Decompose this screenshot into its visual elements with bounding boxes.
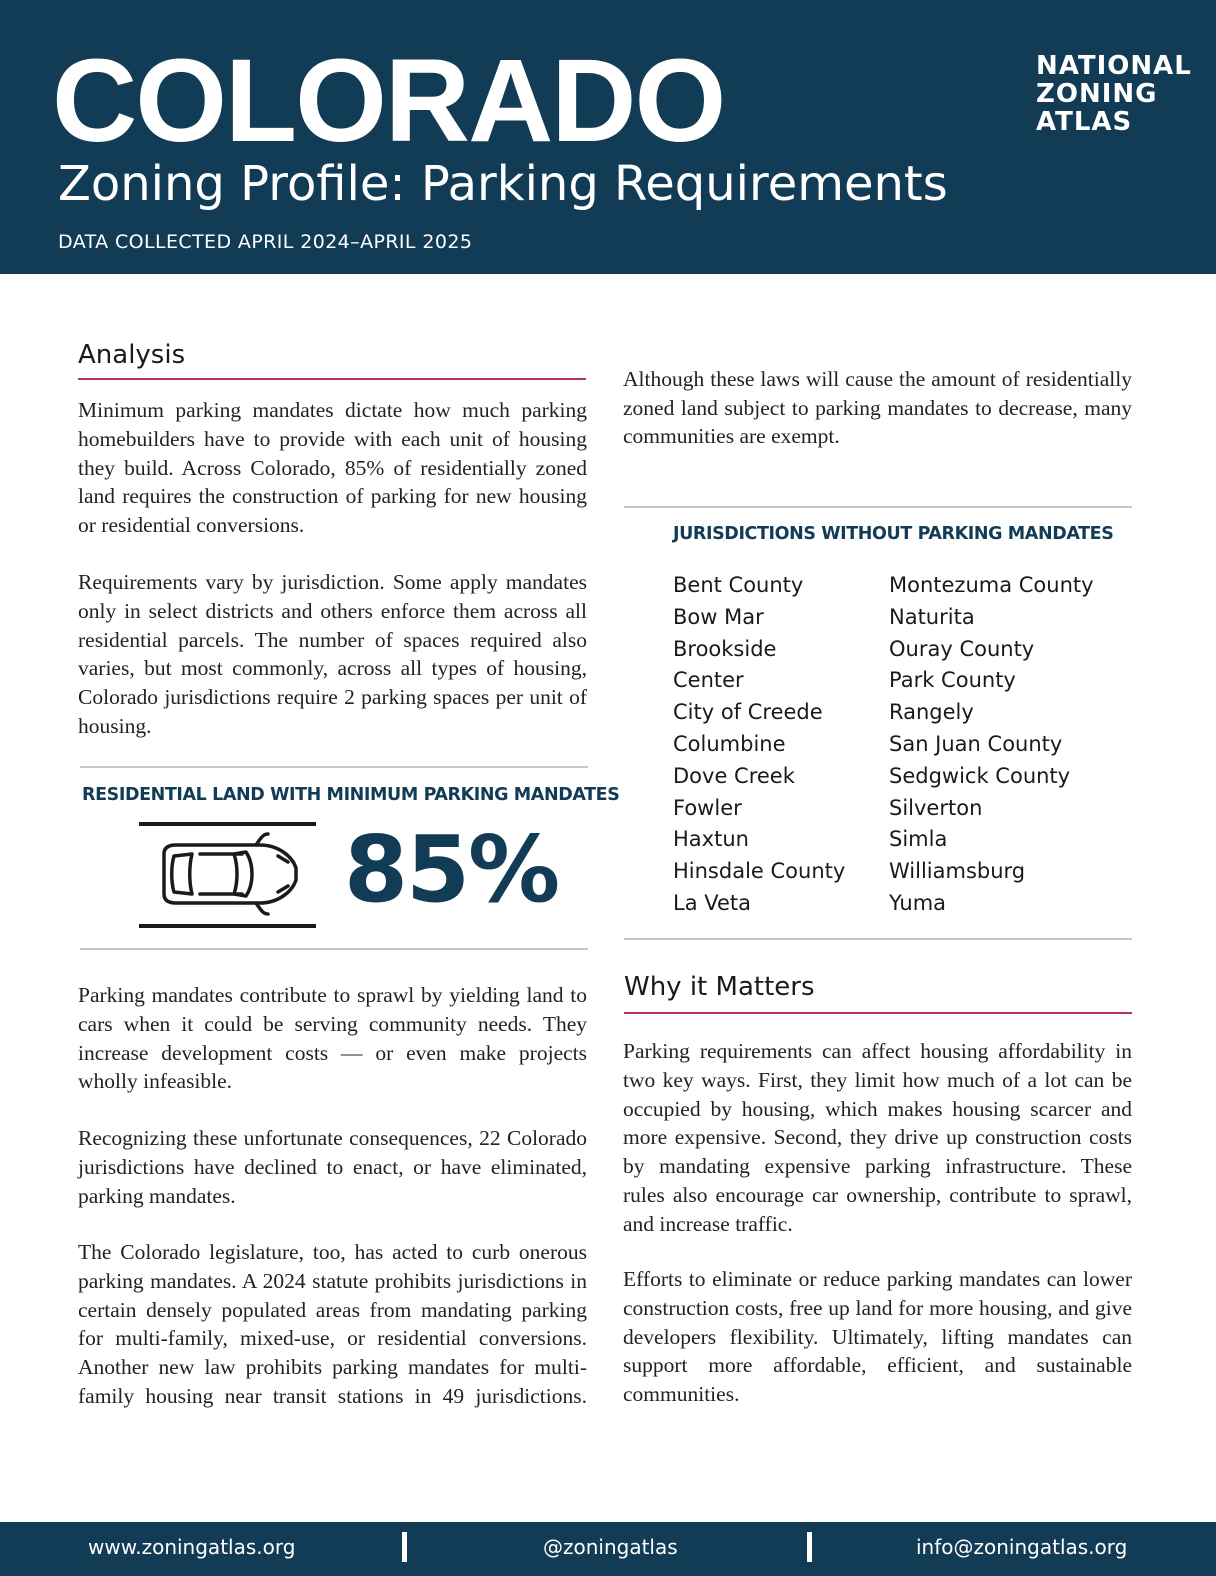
list-item: Columbine — [673, 731, 786, 756]
footer-social-handle[interactable]: @zoningatlas — [543, 1535, 678, 1559]
analysis-heading-rule — [78, 378, 586, 380]
date-range: DATA COLLECTED APRIL 2024–APRIL 2025 — [58, 231, 473, 253]
footer-website-link[interactable]: www.zoningatlas.org — [88, 1535, 296, 1559]
body-paragraph-sprawl: Parking mandates contribute to sprawl by yielding land to cars when it could be serving community needs. They increase development costs — or even make projects wholly infeasible. — [78, 983, 587, 1094]
logo-line: ZONING — [1036, 79, 1158, 109]
why-heading-rule — [624, 1012, 1132, 1014]
list-item: Naturita — [889, 604, 975, 629]
legislature-paragraph-flow — [78, 1238, 587, 1412]
car-icon — [150, 832, 302, 916]
list-item: Dove Creek — [673, 763, 795, 788]
analysis-paragraph-2: Requirements vary by jurisdiction. Some apply mandates only in select districts and others enforce them across all residential parcels. The number of spaces required also varies, but most commonly, across all types of housing, Colorado jurisdictions require 2 parking spaces per unit of housing. — [78, 570, 587, 738]
jurisdictions-column-2 — [889, 570, 1094, 920]
body-paragraph-jurisdictions: Recognizing these unfortunate consequences, 22 Colorado jurisdictions have declined to enact, or have eliminated, parking mandates. — [78, 1126, 587, 1208]
list-item: Bow Mar — [673, 604, 764, 629]
stat-top-rule — [80, 766, 588, 768]
legislature-paragraph-continued — [623, 365, 1132, 481]
body-paragraph-legislature-continued: Although these laws will cause the amount of residentially zoned land subject to parking mandates to decrease, many communities are exempt. — [623, 366, 1132, 449]
list-item: City of Creede — [673, 700, 823, 725]
list-item: Williamsburg — [889, 859, 1026, 884]
list-item: Silverton — [889, 795, 983, 820]
list-item: Center — [673, 668, 744, 693]
analysis-paragraph-1: Minimum parking mandates dictate how much parking homebuilders have to provide with each unit of housing they build. Across Colorado, 85% of residentially zoned land requires the construction of parking for new housing or residential conversions. — [78, 398, 587, 538]
footer-email-link[interactable]: info@zoningatlas.org — [916, 1535, 1128, 1559]
list-item: Ouray County — [889, 636, 1035, 661]
stat-bottom-rule — [80, 948, 588, 950]
list-item: Hinsdale County — [673, 859, 846, 884]
logo-line: NATIONAL — [1036, 51, 1192, 81]
list-item: Simla — [889, 827, 948, 852]
footer-bar — [0, 1522, 1216, 1576]
list-item: Sedgwick County — [889, 763, 1071, 788]
list-item: Bent County — [673, 573, 804, 597]
why-paragraph-2: Efforts to eliminate or reduce parking mandates can lower construction costs, free up land for more housing, and give developers flexibility. Ultimately, lifting mandates can support more affordable, efficient, and sustainable communities. — [623, 1267, 1132, 1407]
jurisdictions-heading: JURISDICTIONS WITHOUT PARKING MANDATES — [673, 524, 1114, 544]
why-paragraph-1: Parking requirements can affect housing affordability in two key ways. First, they limit how much of a lot can be occupied by housing, which makes housing scarcer and more expensive. Second, they drive up construction costs by mandating expensive parking infrastructure. These rules also encourage car ownership, contribute to sprawl, and increase traffic. — [623, 1039, 1132, 1236]
body-paragraph-legislature: The Colorado legislature, too, has acted to curb onerous parking mandates. A 2024 statute prohibits jurisdictions in certain densely populated areas from mandating parking for multi-family, mixed-use, or residential conversions. Another new law prohibits parking mandates for multi-family housing near transit stations in 49 jurisdictions. — [78, 1240, 587, 1408]
jurisdictions-top-rule — [624, 506, 1132, 508]
list-item: Park County — [889, 668, 1016, 693]
stat-value: 85% — [344, 816, 559, 923]
why-heading: Why it Matters — [624, 972, 815, 1002]
analysis-heading: Analysis — [78, 340, 186, 370]
list-item: Yuma — [889, 890, 947, 915]
header-banner — [0, 0, 1216, 274]
footer-divider — [402, 1532, 407, 1562]
logo-line: ATLAS — [1036, 107, 1133, 137]
list-item: Fowler — [673, 795, 742, 820]
parking-line-top — [139, 822, 316, 826]
list-item: San Juan County — [889, 731, 1063, 756]
page-subtitle: Zoning Profile: Parking Requirements — [58, 156, 948, 212]
state-title: COLORADO — [52, 35, 725, 167]
list-item: Montezuma County — [889, 573, 1094, 597]
jurisdictions-bottom-rule — [624, 938, 1132, 940]
list-item: Haxtun — [673, 827, 749, 852]
jurisdictions-column-1 — [673, 570, 845, 920]
footer-divider — [807, 1532, 812, 1562]
list-item: La Veta — [673, 890, 752, 915]
list-item: Brookside — [673, 636, 777, 661]
list-item: Rangely — [889, 700, 974, 725]
parking-line-bottom — [139, 924, 316, 928]
national-zoning-atlas-logo — [1036, 52, 1192, 136]
stat-label: RESIDENTIAL LAND WITH MINIMUM PARKING MANDATES — [82, 785, 620, 805]
